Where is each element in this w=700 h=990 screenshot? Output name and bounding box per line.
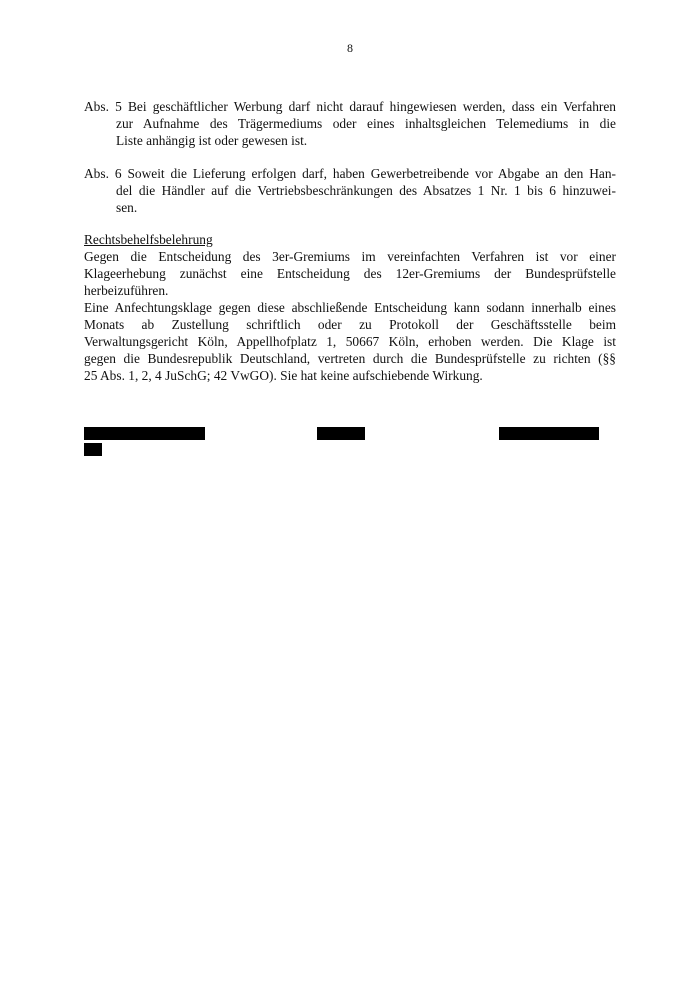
redaction-bar: [84, 443, 102, 456]
page-number: 8: [347, 41, 353, 55]
section-heading: Rechtsbehelfsbelehrung: [84, 232, 213, 247]
rbb-line-2: Klageerhebung zunächst eine Entscheidung des 12er-Gremiums der Bundesprüfstelle: [84, 266, 616, 281]
rbb-line-3: herbeizuführen.: [84, 283, 169, 298]
abs6-line-3: sen.: [116, 200, 138, 215]
abs5-line-2: zur Aufnahme des Trägermediums oder eines inhaltsgleichen Telemediums in die: [116, 116, 616, 131]
paragraph-abs-6: [84, 165, 616, 216]
abs6-line-2: del die Händler auf die Vertriebsbeschränkungen des Absatzes 1 Nr. 1 bis 6 hinzuwei-: [116, 183, 616, 198]
rbb-line-1: Gegen die Entscheidung des 3er-Gremiums im vereinfachten Verfahren ist vor einer: [84, 249, 616, 264]
redaction-bar: [499, 427, 599, 440]
rbb-line-4: Eine Anfechtungsklage gegen diese abschließende Entscheidung kann sodann innerhalb eines: [84, 300, 616, 315]
rbb-line-6: Verwaltungsgericht Köln, Appellhofplatz 1, 50667 Köln, erhoben werden. Die Klage ist: [84, 334, 616, 349]
abs5-line-3: Liste anhängig ist oder gewesen ist.: [116, 133, 308, 148]
rbb-line-7: gegen die Bundesrepublik Deutschland, vertreten durch die Bundesprüfstelle zu richten (§§: [84, 351, 616, 366]
abs5-line-1: Abs. 5 Bei geschäftlicher Werbung darf nicht darauf hingewiesen werden, dass ein Verfahren: [84, 99, 616, 114]
redaction-bar: [84, 427, 205, 440]
abs6-line-1: Abs. 6 Soweit die Lieferung erfolgen darf, haben Gewerbetreibende vor Abgabe an den Han-: [84, 166, 616, 181]
rbb-line-5: Monats ab Zustellung schriftlich oder zu Protokoll der Geschäftsstelle beim: [84, 317, 616, 332]
rbb-line-8: 25 Abs. 1, 2, 4 JuSchG; 42 VwGO). Sie hat keine aufschiebende Wirkung.: [84, 368, 483, 383]
redaction-bar: [317, 427, 365, 440]
paragraph-abs-5: [84, 98, 616, 149]
rechtsbehelfsbelehrung-section: [84, 231, 616, 384]
